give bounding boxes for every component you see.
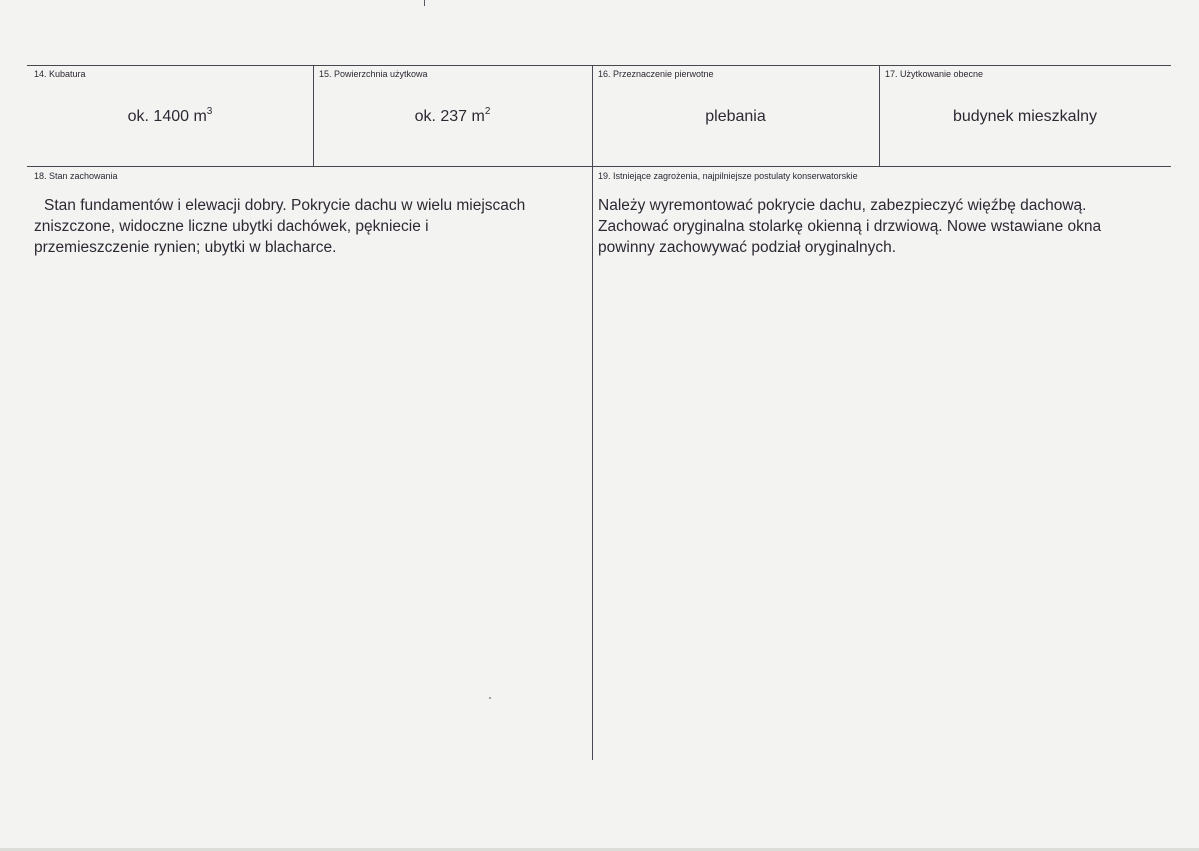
kubatura-value-text: ok. 1400 m xyxy=(127,108,207,125)
kubatura-value xyxy=(27,108,313,126)
zagrozenia-label: 19. Istniejące zagrożenia, najpilniejsze postulaty konserwatorskie xyxy=(598,171,858,181)
przeznaczenie-value: plebania xyxy=(705,108,766,125)
stan-zachowania-text xyxy=(34,195,590,258)
stan-zachowania-line: przemieszczenie rynien; ubytki w blacharce. xyxy=(34,239,337,256)
zagrozenia-line: powinny zachowywać podział oryginalnych. xyxy=(598,239,897,256)
top-tick-mark xyxy=(424,0,425,6)
stan-zachowania-line: zniszczone, widoczne liczne ubytki dachówek, pękniecie i xyxy=(34,218,429,235)
zagrozenia-line: Należy wyremontować pokrycie dachu, zabezpieczyć więźbę dachową. xyxy=(598,197,1087,214)
przeznaczenie-label: 16. Przeznaczenie pierwotne xyxy=(598,69,714,79)
powierzchnia-value xyxy=(313,108,592,126)
powierzchnia-value-text: ok. 237 m xyxy=(414,108,485,125)
uzytkowanie-label: 17. Użytkowanie obecne xyxy=(885,69,984,79)
powierzchnia-label: 15. Powierzchnia użytkowa xyxy=(319,69,428,79)
kubatura-value-exponent: 3 xyxy=(206,106,213,117)
divider-15-16 xyxy=(592,65,593,760)
paper-speck xyxy=(489,697,491,699)
zagrozenia-line: Zachować oryginalna stolarkę okienną i drzwiową. Nowe wstawiane okna xyxy=(598,218,1102,235)
uzytkowanie-value: budynek mieszkalny xyxy=(952,108,1098,125)
stan-zachowania-line: Stan fundamentów i elewacji dobry. Pokrycie dachu w wielu miejscach xyxy=(44,197,526,214)
middle-border-line xyxy=(27,166,1171,167)
kubatura-label: 14. Kubatura xyxy=(34,69,86,79)
powierzchnia-value-exponent: 2 xyxy=(484,106,491,117)
zagrozenia-text xyxy=(598,195,1173,258)
top-border-line xyxy=(27,65,1171,66)
stan-zachowania-label: 18. Stan zachowania xyxy=(34,171,118,181)
